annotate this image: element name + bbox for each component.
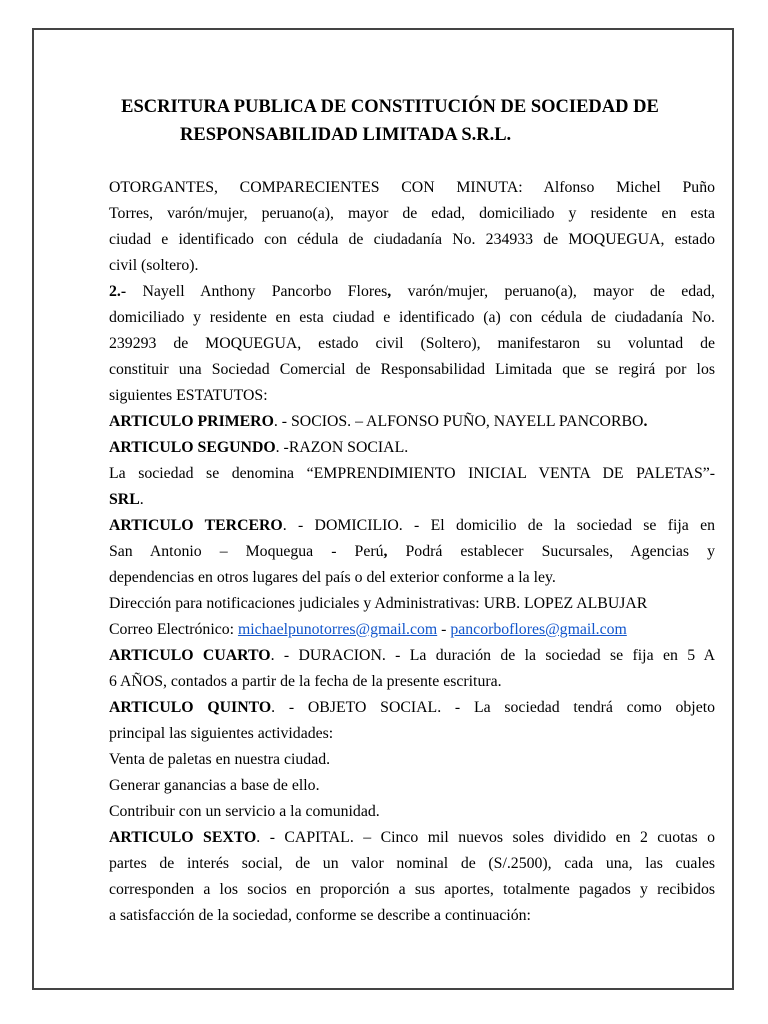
article-3-line-2-rest: Podrá establecer Sucursales, Agencias y	[387, 543, 715, 560]
article-6-label: ARTICULO SEXTO	[109, 829, 257, 846]
socio2-line-5: siguientes ESTATUTOS:	[109, 387, 268, 404]
email-link-1[interactable]: michaelpunotorres@gmail.com	[237, 621, 438, 638]
article-1-text: . - SOCIOS. – ALFONSO PUÑO, NAYELL PANCORBO	[273, 413, 644, 430]
article-6-line-3: corresponden a los socios en proporción a sus aportes, totalmente pagados y recibidos	[109, 881, 715, 898]
article-6-text: . - CAPITAL. – Cinco mil nuevos soles dividido en 2 cuotas o	[256, 829, 715, 846]
article-3-line-2	[109, 539, 715, 565]
socio2-number: 2.-	[109, 283, 127, 300]
article-4-label: ARTICULO CUARTO	[109, 647, 271, 664]
socio2-line-1	[109, 279, 715, 305]
article-5	[109, 695, 715, 721]
article-6-line-4: a satisfacción de la sociedad, conforme se describe a continuación:	[109, 907, 531, 924]
list-item: Generar ganancias a base de ello.	[109, 777, 320, 794]
article-4-text: . - DURACION. - La duración de la sociedad se fija en 5 A	[270, 647, 715, 664]
article-1-end: .	[643, 413, 648, 430]
article-3-location: San Antonio – Moquegua - Perú	[109, 543, 384, 560]
article-3-comma: ,	[383, 543, 388, 560]
list-item: Contribuir con un servicio a la comunidad.	[109, 803, 380, 820]
otorgantes-line-1: OTORGANTES, COMPARECIENTES CON MINUTA: Alfonso Michel Puño	[109, 179, 715, 196]
article-2-label: ARTICULO SEGUNDO	[109, 439, 276, 456]
article-3	[109, 513, 715, 539]
article-3-email-line	[109, 617, 715, 643]
article-3-label: ARTICULO TERCERO	[109, 517, 283, 534]
article-3-address: Dirección para notificaciones judiciales y Administrativas: URB. LOPEZ ALBUJAR	[109, 595, 648, 612]
otorgantes-line-2: Torres, varón/mujer, peruano(a), mayor de edad, domiciliado y residente en esta	[109, 205, 715, 222]
article-3-text: . - DOMICILIO. - El domicilio de la sociedad se fija en	[282, 517, 715, 534]
article-2	[109, 435, 715, 461]
article-2-line-2: La sociedad se denomina “EMPRENDIMIENTO INICIAL VENTA DE PALETAS”-	[109, 465, 715, 482]
socio2-comma: ,	[387, 283, 392, 300]
otorgantes-line-3: ciudad e identificado con cédula de ciudadanía No. 234933 de MOQUEGUA, estado	[109, 231, 715, 248]
list-item: Venta de paletas en nuestra ciudad.	[109, 751, 331, 768]
article-5-label: ARTICULO QUINTO	[109, 699, 272, 716]
document-body	[109, 175, 715, 929]
article-2-line-3	[109, 487, 715, 513]
article-3-line-3: dependencias en otros lugares del país o del exterior conforme a la ley.	[109, 569, 556, 586]
email-label: Correo Electrónico:	[109, 621, 238, 638]
article-1	[109, 409, 715, 435]
socio2-line-2: domiciliado y residente en esta ciudad e identificado (a) con cédula de ciudadanía No.	[109, 309, 715, 326]
otorgantes-line-4: civil (soltero).	[109, 257, 199, 274]
socio2-line-1-rest: varón/mujer, peruano(a), mayor de edad,	[391, 283, 715, 300]
email-link-2[interactable]: pancorboflores@gmail.com	[450, 621, 627, 638]
article-5-line-2: principal las siguientes actividades:	[109, 725, 334, 742]
article-2-text: . -RAZON SOCIAL.	[275, 439, 409, 456]
article-4	[109, 643, 715, 669]
article-1-label: ARTICULO PRIMERO	[109, 413, 274, 430]
article-5-text: . - OBJETO SOCIAL. - La sociedad tendrá como objeto	[271, 699, 715, 716]
article-2-srl-end: .	[139, 491, 144, 508]
article-4-line-2: 6 AÑOS, contados a partir de la fecha de la presente escritura.	[109, 673, 502, 690]
socio2-name: Nayell Anthony Pancorbo Flores	[126, 283, 388, 300]
socio2-line-3: 239293 de MOQUEGUA, estado civil (Soltero), manifestaron su voluntad de	[109, 335, 715, 352]
article-6-line-2: partes de interés social, de un valor nominal de (S/.2500), cada una, las cuales	[109, 855, 715, 872]
document-title-line-2: RESPONSABILIDAD LIMITADA S.R.L.	[180, 125, 512, 145]
article-6	[109, 825, 715, 851]
article-2-srl: SRL	[109, 491, 140, 508]
socio2-line-4: constituir una Sociedad Comercial de Responsabilidad Limitada que se regirá por los	[109, 361, 715, 378]
email-separator: -	[437, 621, 451, 638]
document-title-line-1: ESCRITURA PUBLICA DE CONSTITUCIÓN DE SOCIEDAD DE	[121, 97, 659, 117]
